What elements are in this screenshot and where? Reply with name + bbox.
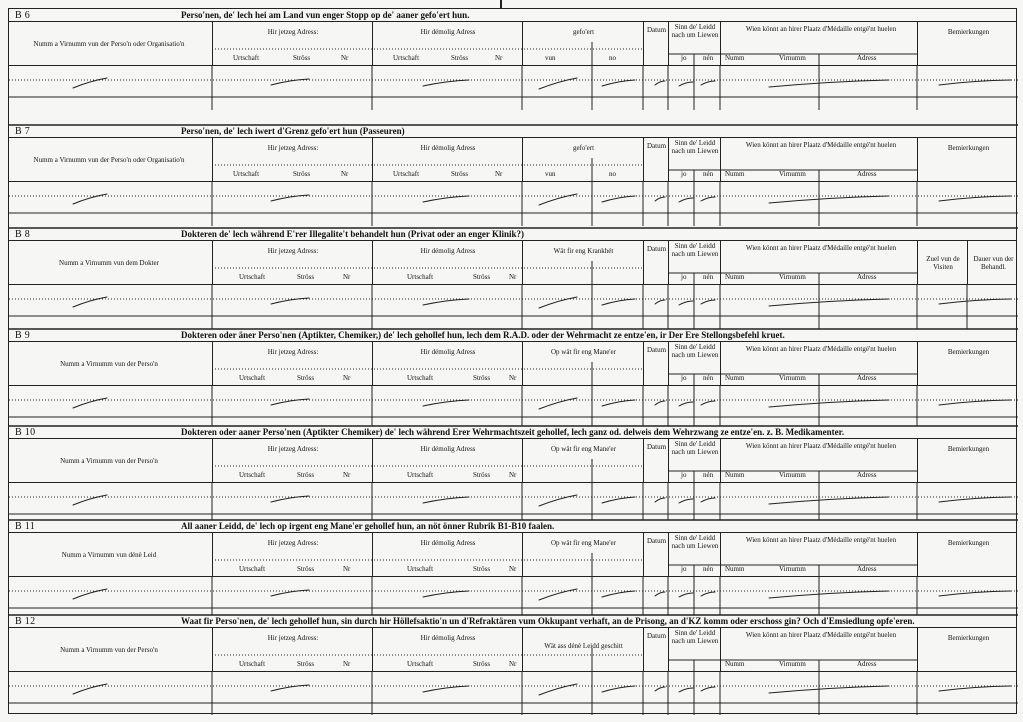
section-title: All aaner Leidd, de' lech op irgent eng Mane'er gehollef hun, an nöt önner Rubrik B1-B10 faalen. bbox=[181, 521, 555, 531]
section-code: B 10 bbox=[15, 427, 36, 438]
current-address-header: Hir jetzeg Adress: bbox=[267, 539, 319, 547]
medal-firstname-header: Virnumm bbox=[779, 54, 806, 62]
section-code: B 7 bbox=[15, 126, 31, 137]
section-title: Dokteren oder äner Perso'nen (Aptikter, Chemiker,) de' lech gehollef hun, lech dem R.A.D. oder der Wehrmacht ze entze'en, ir Der Ere Stellongsbefehl kruet. bbox=[181, 330, 785, 340]
section-b8 bbox=[9, 228, 1016, 329]
section-code: B 9 bbox=[15, 330, 31, 341]
section-title: Dokteren oder aaner Perso'nen (Aptikter Chemiker) de' lech während Erer Wehrmachtszeit gehollef, lech ganz od. delweis dem Wehrzwang ze entze'en. z. B. Medikamenter. bbox=[181, 427, 845, 437]
current-address-header: Hir jetzeg Adress: bbox=[267, 28, 319, 36]
town-header: Urtschaft bbox=[393, 54, 420, 62]
section-header bbox=[9, 228, 1016, 241]
nr-header: Nr bbox=[509, 471, 517, 479]
yes-header: jo bbox=[681, 565, 687, 573]
date-header: Datum bbox=[646, 346, 667, 354]
current-address-header: Hir jetzeg Adress: bbox=[267, 144, 319, 152]
section-b9 bbox=[9, 329, 1016, 429]
section-b10 bbox=[9, 426, 1016, 526]
remarks-header: Bemierkungen bbox=[947, 539, 990, 547]
street-header: Ströss bbox=[297, 471, 315, 479]
section-header bbox=[9, 615, 1016, 628]
section-title: Perso'nen, de' lech hei am Land vun enger Stopp op de' aaner gefo'ert hun. bbox=[181, 10, 470, 20]
town-header: Urtschaft bbox=[239, 273, 266, 281]
form-sheet bbox=[8, 8, 1017, 714]
former-address-header: Hir démolig Adress bbox=[420, 634, 476, 642]
street-header: Ströss bbox=[473, 660, 491, 668]
no-header: nén bbox=[703, 374, 714, 382]
former-address-header: Hir démolig Adress bbox=[420, 144, 476, 152]
street-header: Ströss bbox=[451, 170, 469, 178]
column-headers bbox=[9, 22, 1016, 66]
medal-address-header: Adress bbox=[857, 170, 877, 178]
street-header: Ströss bbox=[473, 273, 491, 281]
from-header: vun bbox=[545, 54, 556, 62]
name-header: Numm a Virnumm vun der Perso'n oder Organisatio'n bbox=[33, 156, 185, 164]
name-header: Numm a Virnumm vun der Perso'n oder Organisatio'n bbox=[33, 40, 185, 48]
no-header: nén bbox=[703, 565, 714, 573]
from-header: vun bbox=[545, 170, 556, 178]
medal-header: Wien könnt an hirer Plaatz d'Médaille entgé'nt huelen bbox=[745, 244, 897, 252]
medal-name-header: Numm bbox=[725, 170, 745, 178]
medal-header: Wien könnt an hirer Plaatz d'Médaille entgé'nt huelen bbox=[745, 141, 897, 149]
medal-name-header: Numm bbox=[725, 565, 745, 573]
escorted-header: gefo'ert bbox=[572, 144, 595, 152]
section-header bbox=[9, 520, 1016, 533]
no-header: nén bbox=[703, 273, 714, 281]
yes-header: jo bbox=[681, 54, 687, 62]
date-header: Datum bbox=[646, 537, 667, 545]
medal-name-header: Numm bbox=[725, 471, 745, 479]
street-header: Ströss bbox=[297, 374, 315, 382]
date-header: Datum bbox=[646, 26, 667, 34]
no-header: nén bbox=[703, 54, 714, 62]
name-header: Numm a Virnumm vun der Perso'n bbox=[60, 646, 158, 654]
medal-firstname-header: Virnumm bbox=[779, 565, 806, 573]
current-address-header: Hir jetzeg Adress: bbox=[267, 634, 319, 642]
street-header: Ströss bbox=[293, 54, 311, 62]
town-header: Urtschaft bbox=[239, 374, 266, 382]
treatment-header: Dauer vun der Behandl. bbox=[973, 255, 1014, 271]
to-header: no bbox=[609, 170, 616, 178]
medal-name-header: Numm bbox=[725, 54, 745, 62]
street-header: Ströss bbox=[451, 54, 469, 62]
name-header: Numm a Virnumm vun der Perso'n bbox=[60, 360, 158, 368]
nr-header: Nr bbox=[343, 565, 351, 573]
medal-name-header: Numm bbox=[725, 660, 745, 668]
town-header: Urtschaft bbox=[239, 471, 266, 479]
section-header bbox=[9, 329, 1016, 342]
section-title: Perso'nen, de' lech iwert d'Grenz gefo'ert hun (Passeuren) bbox=[181, 126, 405, 136]
town-header: Urtschaft bbox=[233, 54, 260, 62]
nr-header: Nr bbox=[343, 273, 351, 281]
street-header: Ströss bbox=[473, 471, 491, 479]
nr-header: Nr bbox=[343, 374, 351, 382]
manner-header: Op wät fir eng Mane'er bbox=[550, 445, 616, 453]
nr-header: Nr bbox=[341, 170, 349, 178]
medal-address-header: Adress bbox=[857, 374, 877, 382]
yes-header: jo bbox=[681, 170, 687, 178]
medal-name-header: Numm bbox=[725, 273, 745, 281]
name-header: Numm a Virnumm vun dénè Leid bbox=[61, 551, 157, 559]
nr-header: Nr bbox=[341, 54, 349, 62]
alive-header: Sinn de' Leidd nach um Liewen bbox=[671, 242, 719, 258]
street-header: Ströss bbox=[293, 170, 311, 178]
column-headers bbox=[9, 533, 1016, 577]
current-address-header: Hir jetzeg Adress: bbox=[267, 247, 319, 255]
former-address-header: Hir démolig Adress bbox=[420, 445, 476, 453]
date-header: Datum bbox=[646, 245, 667, 253]
current-address-header: Hir jetzeg Adress: bbox=[267, 445, 319, 453]
section-code: B 6 bbox=[15, 10, 31, 21]
alive-header: Sinn de' Leidd nach um Liewen bbox=[671, 534, 719, 550]
section-b6 bbox=[9, 9, 1016, 119]
medal-address-header: Adress bbox=[857, 471, 877, 479]
former-address-header: Hir démolig Adress bbox=[420, 539, 476, 547]
escorted-header: gefo'ert bbox=[572, 28, 595, 36]
street-header: Ströss bbox=[297, 565, 315, 573]
date-header: Datum bbox=[646, 142, 667, 150]
town-header: Urtschaft bbox=[233, 170, 260, 178]
medal-firstname-header: Virnumm bbox=[779, 273, 806, 281]
medal-address-header: Adress bbox=[857, 273, 877, 281]
name-header: Numm a Virnumm vun der Perso'n bbox=[60, 457, 158, 465]
remarks-header: Bemierkungen bbox=[947, 144, 990, 152]
column-headers bbox=[9, 439, 1016, 483]
town-header: Urtschaft bbox=[407, 565, 434, 573]
date-header: Datum bbox=[646, 632, 667, 640]
alive-header: Sinn de' Leidd nach um Liewen bbox=[671, 440, 719, 456]
what-done-header: Wät ass dénè Leidd geschitt bbox=[544, 642, 623, 650]
section-b7 bbox=[9, 125, 1016, 235]
nr-header: Nr bbox=[509, 374, 517, 382]
manner-header: Op wät fir eng Mane'er bbox=[550, 348, 616, 356]
yes-header: jo bbox=[681, 273, 687, 281]
section-header bbox=[9, 426, 1016, 439]
medal-header: Wien könnt an hirer Plaatz d'Médaille entgé'nt huelen bbox=[745, 536, 897, 544]
section-b12 bbox=[9, 615, 1016, 715]
nr-header: Nr bbox=[495, 170, 503, 178]
street-header: Ströss bbox=[297, 273, 315, 281]
nr-header: Nr bbox=[495, 54, 503, 62]
town-header: Urtschaft bbox=[407, 374, 434, 382]
nr-header: Nr bbox=[343, 660, 351, 668]
section-title: Dokteren de' lech während E'rer Illegalite't behandelt hun (Privat oder an enger Klinik?) bbox=[181, 229, 525, 239]
top-margin-mark bbox=[500, 0, 502, 9]
nr-header: Nr bbox=[509, 660, 517, 668]
section-header bbox=[9, 125, 1016, 138]
former-address-header: Hir démolig Adress bbox=[420, 348, 476, 356]
street-header: Ströss bbox=[297, 660, 315, 668]
street-header: Ströss bbox=[473, 565, 491, 573]
nr-header: Nr bbox=[509, 273, 517, 281]
section-code: B 11 bbox=[15, 521, 35, 532]
column-headers bbox=[9, 138, 1016, 182]
town-header: Urtschaft bbox=[239, 565, 266, 573]
town-header: Urtschaft bbox=[407, 471, 434, 479]
alive-header: Sinn de' Leidd nach um Liewen bbox=[671, 139, 719, 155]
section-header bbox=[9, 9, 1016, 22]
medal-firstname-header: Virnumm bbox=[779, 374, 806, 382]
visits-header: Zuel vun de Visiten bbox=[926, 255, 960, 271]
remarks-header: Bemierkungen bbox=[947, 445, 990, 453]
medal-address-header: Adress bbox=[857, 54, 877, 62]
medal-firstname-header: Virnumm bbox=[779, 471, 806, 479]
column-headers bbox=[9, 241, 1016, 285]
section-code: B 8 bbox=[15, 229, 31, 240]
remarks-header: Bemierkungen bbox=[947, 28, 990, 36]
former-address-header: Hir démolig Adress bbox=[420, 247, 476, 255]
alive-header: Sinn de' Leidd nach um Liewen bbox=[671, 629, 719, 645]
remarks-header: Bemierkungen bbox=[947, 634, 990, 642]
yes-header: jo bbox=[681, 471, 687, 479]
medal-header: Wien könnt an hirer Plaatz d'Médaille entgé'nt huelen bbox=[745, 631, 897, 639]
alive-header: Sinn de' Leidd nach um Liewen bbox=[671, 343, 719, 359]
no-header: nén bbox=[703, 471, 714, 479]
medal-firstname-header: Virnumm bbox=[779, 660, 806, 668]
medal-header: Wien könnt an hirer Plaatz d'Médaille entgé'nt huelen bbox=[745, 345, 897, 353]
to-header: no bbox=[609, 54, 616, 62]
column-headers bbox=[9, 342, 1016, 386]
medal-address-header: Adress bbox=[857, 565, 877, 573]
yes-header: jo bbox=[681, 374, 687, 382]
town-header: Urtschaft bbox=[407, 660, 434, 668]
medal-name-header: Numm bbox=[725, 374, 745, 382]
former-address-header: Hir démolig Adress bbox=[420, 28, 476, 36]
current-address-header: Hir jetzeg Adress: bbox=[267, 348, 319, 356]
section-code: B 12 bbox=[15, 616, 36, 627]
medal-header: Wien könnt an hirer Plaatz d'Médaille entgé'nt huelen bbox=[745, 442, 897, 450]
street-header: Ströss bbox=[473, 374, 491, 382]
nr-header: Nr bbox=[509, 565, 517, 573]
remarks-header: Bemierkungen bbox=[947, 348, 990, 356]
illness-header: Wät fir eng Krankhét bbox=[553, 247, 614, 255]
column-headers bbox=[9, 628, 1016, 672]
section-b11 bbox=[9, 520, 1016, 620]
town-header: Urtschaft bbox=[407, 273, 434, 281]
medal-header: Wien könnt an hirer Plaatz d'Médaille entgé'nt huelen bbox=[745, 25, 897, 33]
doctor-name-header: Numm a Virnumm vun dem Dokter bbox=[59, 259, 159, 267]
section-title: Waat fir Perso'nen, de' lech gehollef hun, sin durch hir Höllefsaktio'n un d'Refraktären vum Okkupant verhaft, an de Prisong, an d'KZ komm oder erschoss gin? Och d'Emsiedlung opfe'eren. bbox=[181, 616, 915, 626]
no-header: nén bbox=[703, 170, 714, 178]
manner-header: Op wät fir eng Mane'er bbox=[550, 539, 616, 547]
nr-header: Nr bbox=[343, 471, 351, 479]
town-header: Urtschaft bbox=[239, 660, 266, 668]
date-header: Datum bbox=[646, 443, 667, 451]
medal-address-header: Adress bbox=[857, 660, 877, 668]
alive-header: Sinn de' Leidd nach um Liewen bbox=[671, 23, 719, 39]
town-header: Urtschaft bbox=[393, 170, 420, 178]
medal-firstname-header: Virnumm bbox=[779, 170, 806, 178]
